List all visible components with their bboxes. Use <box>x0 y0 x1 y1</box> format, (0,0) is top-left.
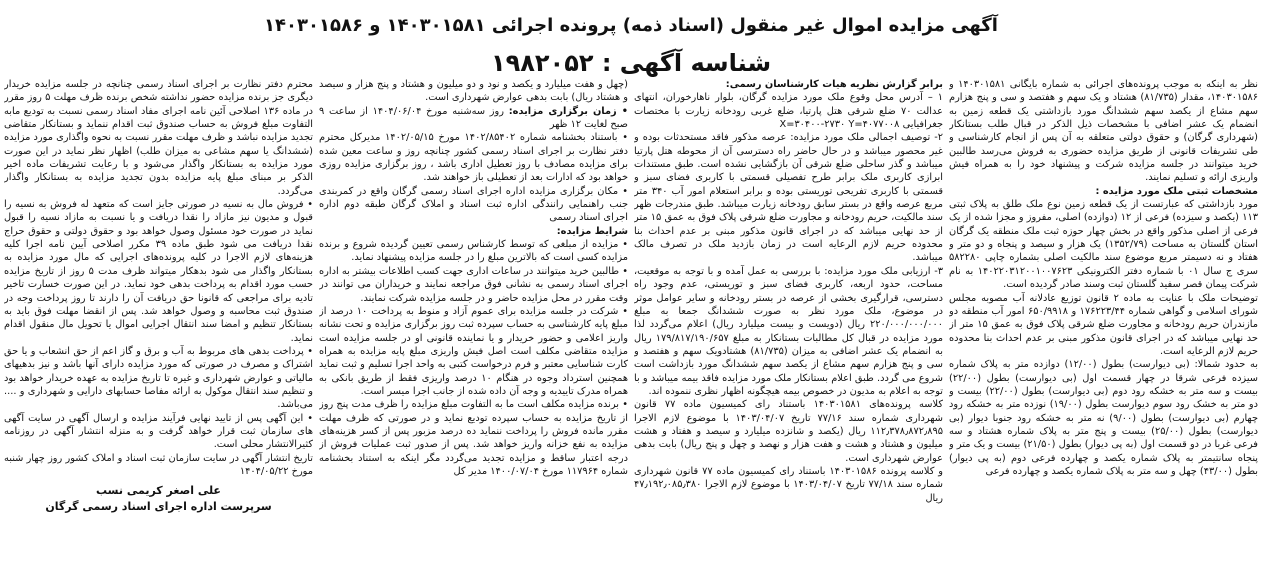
location-paragraph: • مکان برگزاری مزایده اداره اجرای اسناد رسمی گرگان واقع در کمربندی جنب راهنمایی رانندگی اداره ثبت اسناد و املاک گرگان طبقه دوم اداره اجرای اسناد رسمی <box>319 185 628 224</box>
auction-time-paragraph <box>319 105 628 132</box>
boundaries-paragraph: به حدود شمالا: (بی دیوارست) بطول (۱۲/۰۰) دوازده متر به پلاک شماره سیزده فرعی شرقا در چهار قسمت اول (بی دیوارست) بطول (۲۲/۰۰) بیست و سه متر به خشکه رود دوم (بی دیوارست) بطول (۲۲/۰۰) بیست و دو متر به خشک رود سوم دیوارست بطول (۱۹/۰۰) نوزده متر به خشکه رود چهارم (بی دیوارست) بطول (۹/۰۰) نه متر به خشکه رود جنوبا دیوار (بی دیوارست) بطول (۲۵/۰۰) بیست و پنج متر به پلاک شماره هشتاد و سه فرعی غربا در دو قسمت اول (به پی دیوار) بطول (۲۱/۵۰) بیست و یک متر و پنجاه سانتیمتر به پلاک شماره یکصد و چهارده فرعی دوم (به پی دیوار) بطول (۴۳/۰۰) چهل و سه متر به پلاک شماره یکصد و چهارده فرعی <box>949 359 1258 477</box>
publish-date-paragraph: تاریخ انتشار آگهی در سایت سازمان ثبت اسناد و املاک کشور روز چهار شنبه مورخ ۱۴۰۴/۰۵/۲۲ <box>4 452 313 477</box>
condition-start-price: • مزایده از مبلغی که توسط کارشناس رسمی تعیین گردیده شروع و برنده مزایده کسی است که بالاترین مبلغ را در جلسه مزایده پیشنهاد نماید. <box>319 239 628 264</box>
description-paragraph: ۲- توصیف اجمالی ملک مورد مزایده: عرصه مذکور فاقد مستحدثات بوده و غیر محصور میباشد و در حال حاضر راه دسترسی آن از محوطه هتل پارتیا میباشد و گذر ساحلی ضلع شرقی آن بازگشایی نشده است. طبق مستندات ابرازی کاربری ملک برابر طرح تفصیلی قسمتی با کاربری فضای سبز و قسمتی با کاربری تفریحی توریستی بوده و برابر استعلام امور آب ۳۴۰ متر مربع عرصه واقع در بستر سابق رودخانه زیارت میباشد. طبق مندرجات ظهر سند مالکیت، حریم رودخانه و مجاورت ضلع شرقی پلاک فوق به عمق ۱۵ متر از حد نهایی میباشد که در اجرای قانون مذکور مبنی بر عدم احداث بنا محدوده حریم لازم الرعایه است در زمان بازدید ملک در تصرف مالک میباشد. <box>634 132 943 264</box>
water-law-paragraph: توضیحات ملک با عنایت به ماده ۲ قانون توزیع عادلانه آب مصوبه مجلس شورای اسلامی و گواهی شماره ۱۷۶۲۲۳/۴۴ و ۶۵۰/۹۹۱۸ امور آب منطقه دو مازندران حریم رودخانه و مجاورت ضلع شرقی پلاک فوق به عمق ۱۵ متر از حد نهایی میباشد که در اجرای قانون مذکور مبنی بر عدم احداث بنا محدوده حریم لازم الرعایه است. <box>949 292 1258 357</box>
registry-paragraph: مورد بازداشتی که عبارتست از یک قطعه زمین نوع ملک طلق به پلاک ثبتی ۱۱۳ (یکصد و سیزده) فرعی از ۱۲ (دوازده) اصلی، مفروز و مجزا شده از یک فرعی از اصلی مذکور واقع در بخش چهار حوزه ثبت ملک منطقه یک گرگان استان گلستان به مساحت (۱۳۵۲/۷۹) یک هزار و سیصد و پنجاه و دو متر و هفتاد و نه دسیمتر مربع موضوع سند مالکیت اصلی بشماره چاپی ۵۸۲۲۸۰ سری ج سال ۰۱ با شماره دفتر الکترونیکی ۱۴۰۲۲۰۳۱۲۰۰۱۰۰۷۶۲۳ به نام شرکت پیمان قصر سفید گلستان ثبت وسند صادر گردیده است. <box>949 199 1258 291</box>
column-2 <box>634 78 943 581</box>
condition-deposit: • شرکت در جلسه مزایده برای عموم آزاد و منوط به پرداخت ۱۰ درصد از مبلغ پایه کارشناسی به حساب سپرده ثبت روز برگزاری مزایده و تحت نشانه واریز اعلامی و حضور خریدار و یا نماینده قانونی او در جلسه مزایده است مزایده متقاضی مکلف است اصل فیش واریزی مبلغ پایه مزایده به همراه کارت شناسایی معتبر و فرم درخواست کتبی به واحد اجرا تسلیم و ثبت نماید همچنین استرداد وجوه در هنگام ۱۰ درصد واریزی فقط از طریق بانکی به همراه مدرک تاییدیه و وجه آن داده شده از جانب اجرا میسر است. <box>319 305 628 397</box>
amount-paragraph: (چهل و هفت میلیارد و یکصد و نود و دو میلیون و هشتاد و پنج هزار و سیصد و هشتاد ریال) بابت بدهی عوارض شهرداری است. <box>319 79 628 104</box>
notice-title: آگهی مزایده اموال غیر منقول (اسناد ذمه) پرونده اجرائی ۱۴۰۳۰۱۵۸۱ و ۱۴۰۳۰۱۵۸۶ <box>264 15 998 36</box>
case-1581-paragraph: کلاسه پرونده‌های ۱۴۰۳۰۱۵۸۱ باستناد رای کمیسیون ماده ۷۷ قانون شهرداری شماره سند ۷۷/۱۶ تاریخ ۱۴۰۳/۰۴/۰۷ با موضوع لازم الاجرا ۱۱۲٫۳۷۸٫۸۷۲٫۸۹۵ ریال (یکصد و شانزده میلیارد و سیصد و هفتاد و هشت میلیون و هشتاد و هشت و هفت هزار و نهصد و چهل و پنج ریال) بابت بدهی عوارض شهرداری است. <box>634 399 943 464</box>
column-1 <box>949 78 1258 581</box>
conditions-heading: شرایط مزایده: <box>556 225 628 237</box>
signer-title: سرپرست اداره اجرای اسناد رسمی گرگان <box>45 500 272 514</box>
column-4 <box>4 78 313 581</box>
notice-body <box>4 78 1258 581</box>
column-3 <box>319 78 628 581</box>
auction-time-label: • زمان برگزاری مزایده: <box>508 105 628 117</box>
utilities-paragraph: • پرداخت بدهی های مربوط به آب و برق و گاز اعم از حق انشعاب و یا حق اشتراک و مصرف در صورتی که مورد مزایده دارای آنها باشد و نیز بدهیهای مالیاتی و عوارض شهرداری و غیره تا تاریخ مزایده به عهده خریدار خواهد بود و تنظیم سند انتقال موکول به ارائه مفاصا حسابهای دارایی و شهرداری و .... می‌باشد. <box>4 345 313 411</box>
notice-id: شناسه آگهی : ۱۹۸۲۰۵۲ <box>490 49 772 77</box>
address-paragraph: ۱ – آدرس محل وقوع ملک مورد مزایده گرگان، بلوار ناهارخوران، انتهای عدالت ۷۰ ضلع شرقی هتل پارتیا، ضلع غربی رودخانه زیارت با مختصات جغرافیایی X=۳۰۴۰۰-۲۷۳۰ Y=۴۰۷۷۰۰۸ <box>634 92 943 131</box>
condition-payment: • برنده مزایده مکلف است ما به التفاوت مبلغ مزایده را ظرف مدت پنج روز از تاریخ مزایده به حساب سپرده تودیع نماید و در صورتی که ظرف مهلت مقرر مانده فروش را پرداخت ننماید ده درصد مزبور پس از کسر هزینه‌های مزایده به نفع خزانه واریز خواهد شد. پس از صدور ثبت عملیات فروش از درجه اعتبار ساقط و مزایده تجدید می‌گردد مگر اینکه به استناد بخشنامه شماره ۱۱۷۹۶۴ مورخ ۱۴۰۰/۰۷/۰۴ مدیر کل <box>319 399 628 477</box>
signer-name: علی اصغر کریمی نسب <box>96 484 221 498</box>
signature-block <box>4 483 313 515</box>
case-1586-paragraph: و کلاسه پرونده ۱۴۰۳۰۱۵۸۶ باستناد رای کمیسیون ماده ۷۷ قانون شهرداری شماره سند ۷۷/۱۸ تاریخ ۱۴۰۳/۰۴/۰۷ با موضوع لازم الاجرا ۴۷٫۱۹۲٫۰۸۵٫۳۸۰ ریال <box>634 465 943 504</box>
notice-header <box>0 6 1262 78</box>
holiday-paragraph: • باستناد بخشنامه شماره ۱۴۰۲/۸۵۴۰۲ مورخ ۱۴۰۲/۰۵/۱۵ مدیرکل محترم دفتر نظارت بر اجرای اسناد رسمی کشور چنانچه روز و ساعت معین شده برای مزایده مصادف با روز تعطیل اداری باشد ، روز برگزاری مزایده روزی خواهد بود که ادارات بعد از تعطیلی باز خواهند شد. <box>319 132 628 184</box>
experts-heading: برابر گزارش نظریه هیات کارشناسان رسمی: <box>725 79 943 90</box>
condition-info: • طالبین خرید میتوانند در ساعات اداری جهت کسب اطلاعات بیشتر به اداره اجرای اسناد رسمی به نشانی فوق مراجعه نمایند و خریداران می توانند در وقت مقرر در محل مزایده حاضر و در جلسه مزایده شرکت نمایند. <box>319 265 628 304</box>
credit-sale-paragraph: • فروش مال به نسیه در صورتی جایز است که متعهد له فروش به نسیه را قبول و مدیون نیز مازاد را نقدا دریافت و یا نسبت به مازاد نسیه را قبول نماید در صورت خود مسئول وصول خواهد بود و حقوق دولتی و حقوق حراج نقدا دریافت می شود طبق ماده ۳۹ مکرر اصلاحی آیین نامه اجرا کلیه هزینه‌های لازم الاجرا در کلیه پرونده‌های اجرایی که مال مورد مزایده به بستانکار واگذار می شود بدهکار میتواند ظرف مدت ۵ روز از تاریخ مزایده حسب مورد اقدام به پرداخت بدهی خود نماید. در این صورت خسارت تاخیر تادیه برای مراجعی که قانونا حق دریافت آن را دارند تا روز پرداخت وجه در صندوق ثبت محاسبه و وصول خواهد شد. پس از انقضا مهلت فوق باید به بستانکار تنظیم و امضا سند انتقال اجرایی اموال یا تحویل مال منقول اقدام نماید. <box>4 199 313 344</box>
transfer-paragraph: محترم دفتر نظارت بر اجرای اسناد رسمی چنانچه در جلسه مزایده خریدار دیگری جز برنده مزایده حضور نداشته شخص برنده ظرف مهلت ۵ روز مقرر در ماده ۱۳۶ اصلاحی آئین نامه اجرای مفاد اسناد رسمی نسبت به تودیع مابه التفاوت مبلغ فروش به حساب صندوق ثبت اقدام ننماید و بستانکار متقاضی تجدید مزایده نباشد و ظرف مهلت مقرر نسبت به نحوه واگذاری مورد مزایده (ششدانگ یا سهم مشاعی به میزان طلب) اظهار نظر نماید در این صورت مورد مزایده به بستانکار واگذار می‌شود و با رعایت تشریفات ماده اخیر الذکر بر مبنای مبلغ پایه مزایده بدون تجدید مزایده به بستانکار واگذار می‌گردد. <box>4 79 313 197</box>
valuation-paragraph: ۳- ارزیابی ملک مورد مزایده: با بررسی به عمل آمده و با توجه به موقعیت، مساحت، حدود اربعه، کاربری فضای سبز و توریستی، عدم وجود راه دسترسی، قرارگیری بخشی از عرصه در بستر رودخانه و سایر عوامل موثر در موضوع، ملک مورد نظر به صورت ششدانگ جمعا به مبلغ ۲۲۰/۰۰۰/۰۰۰/۰۰۰ ریال (دویست و بیست میلیارد ریال) اعلام می‌گردد لذا مورد مزایده در قبال کل مطالبات بستانکار به مبلغ ۱۷۹/۸۱۷/۱۹۰/۶۵۷ ریال به انضمام یک عشر اضافی به میزان (۸۱/۷۳۵) هشتادویک سهم و هفتصد و سی و پنج هزارم سهم مشاع از یکصد سهم ششدانگ مورد بازداشت است شروع می گردد. طبق اعلام بستانکار ملک مورد مزایده فاقد بیمه میباشد و با توجه به اعلام به مدیون در خصوص بیمه هیچگونه اظهار نظری ننموده اند. <box>634 265 943 397</box>
auction-time-value: روز سه‌شنبه مورخ ۱۴۰۴/۰۶/۰۴ از ساعت ۹ صبح لغایت ۱۲ ظهر <box>319 105 628 131</box>
registry-heading: مشخصات ثبتی ملک مورد مزایده : <box>1095 185 1258 197</box>
publication-paragraph: • این آگهی پس از تایید نهایی فرآیند مزایده و ارسال آگهی در سایت آگهی های سازمان ثبت قرار خواهد گرفت و به منزله انتشار آگهی در روزنامه کثیرالانتشار محلی است. <box>4 412 313 451</box>
intro-paragraph: نظر به اینکه به موجب پرونده‌های اجرائی به شماره بایگانی ۱۴۰۳۰۱۵۸۱ و ۱۴۰۳۰۱۵۸۶، مقدار (۸۱/۷۳۵) هشتاد و یک سهم و هفتصد و سی و پنج هزارم سهم مشاع از یکصد سهم ششدانگ مورد بازداشتی یک قطعه زمین به انضمام یک عشر اضافی با مشخصات ذیل الذکر در قبال طلب بستانکار (شهرداری گرگان) و حقوق دولتی متعلقه به آن پس از انجام کارشناسی و طی تشریفات قانونی از طریق مزایده حضوری به فروش می‌رسد طالبین خرید میتوانند در جلسه مزایده شرکت و پیشنهاد خود را به همراه فیش واریزی ارائه و تسلیم نمایند. <box>949 79 1258 184</box>
